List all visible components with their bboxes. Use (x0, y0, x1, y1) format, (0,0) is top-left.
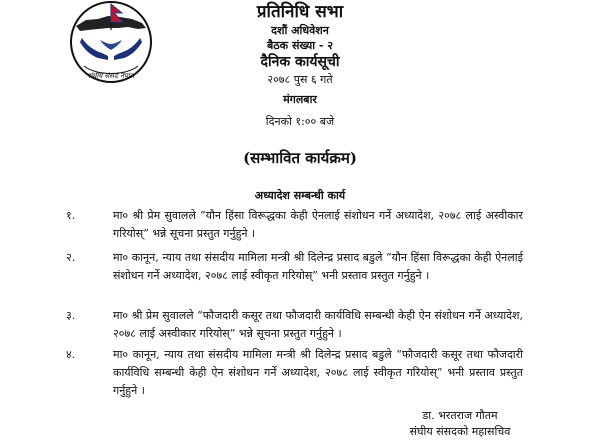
section-heading: अध्यादेश सम्बन्धी कार्य (254, 189, 346, 202)
session-label: दशौं अधिवेशन (271, 24, 329, 37)
item-number: १. (66, 209, 76, 222)
item-number: ३. (66, 309, 76, 322)
item-text: मा० श्री प्रेम सुवालले “फौजदारी कसूर तथा फौजदारी कार्यविधि सम्बन्धी केही ऐन संशोधन गर्ने अध्यादेश, २०७८ लाई अस्वीकार गरियोस्” भन्ने सूचना प्रस्तुत गर्नुहुने । (113, 309, 523, 340)
signatory-title: संघीय संसदको महासचिव (409, 425, 511, 438)
item-number: २. (66, 251, 76, 264)
tentative-program-heading: (सम्भावित कार्यक्रम) (243, 149, 357, 167)
agenda-title: दैनिक कार्यसूची (260, 54, 340, 70)
agenda-day: मंगलबार (283, 93, 317, 106)
item-number: ४. (66, 348, 76, 361)
meeting-number: बैठक संख्या - २ (267, 39, 333, 52)
signatory-name: डा. भरतराज गौतम (422, 409, 498, 422)
agenda-header (150, 0, 450, 130)
item-text: मा० कानून, न्याय तथा संसदीय मामिला मन्त्री श्री दिलेन्द्र प्रसाद बडुले “फौजदारी कसूर तथा फौजदारी कार्यविधि सम्बन्धी केही ऐन संशोधन गर्ने अध्यादेश, २०७८ लाई स्वीकृत गरियोस्” भनी प्रस्ताव प्रस्तुत गर्नुहुने । (113, 348, 523, 397)
item-text: मा० श्री प्रेम सुवालले “यौन हिंसा विरूद्धका केही ऐनलाई संशोधन गर्ने अध्यादेश, २०७८ लाई अस्वीकार गरियोस्” भन्ने सूचना प्रस्तुत गर्नुहुने । (113, 209, 523, 240)
emblem-caption: संघीय संसद नेपाल (87, 72, 135, 80)
item-text: मा० कानून, न्याय तथा संसदीय मामिला मन्त्री श्री दिलेन्द्र प्रसाद बडुले “यौन हिंसा विरूद्धका केही ऐनलाई संशोधन गर्ने अध्यादेश, २०७८ लाई स्वीकृत गरियोस्” भनी प्रस्ताव प्रस्तुत गर्नुहुने । (113, 251, 523, 282)
agenda-date: २०७८ पुस ६ गते (267, 73, 333, 86)
signature-block (380, 408, 540, 440)
agenda-time: दिनको १:०० बजे (265, 115, 335, 128)
parliament-emblem (62, 0, 160, 86)
house-title: प्रतिनिधि सभा (256, 2, 344, 22)
